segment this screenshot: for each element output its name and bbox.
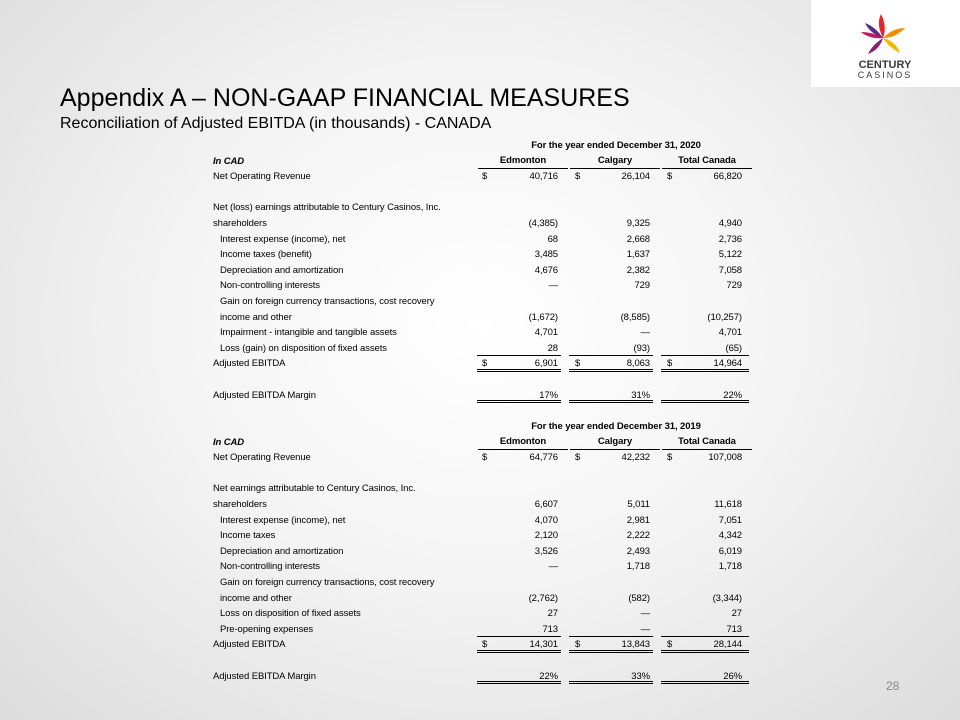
cell-value: 64,776 [529,452,558,464]
cell-value: 713 [542,623,558,635]
column-header: Calgary [570,435,660,450]
column-header: Edmonton [478,435,568,450]
cell-value: 1,637 [626,249,650,261]
table-row [210,622,752,638]
table-row [210,637,752,653]
currency-symbol: $ [482,171,488,183]
reconciliation-table-2020 [210,138,752,403]
cell-value: (3,344) [712,592,742,604]
table-row [210,559,752,575]
table-row [210,466,752,482]
cell-value: 1,718 [626,561,650,573]
cell-value: 26% [723,670,742,682]
century-casinos-logo [811,0,960,87]
cell-value: 3,485 [534,249,558,261]
cell-value: 4,701 [534,327,558,339]
logo-text-casinos: CASINOS [857,70,913,80]
currency-symbol: $ [482,358,488,370]
cell-value: 4,676 [534,264,558,276]
cell-value: 14,301 [529,639,558,651]
column-header: Total Canada [662,435,752,450]
cell-value: 2,222 [626,530,650,542]
margin-double-rule [477,681,561,684]
margin-double-rule [661,400,749,403]
column-header: Total Canada [662,154,752,169]
reconciliation-table-2019 [210,419,752,684]
table-row [210,294,752,310]
period-header: For the year ended December 31, 2020 [531,140,701,151]
row-label: Non-controlling interests [220,561,320,573]
currency-symbol: $ [667,452,673,464]
cell-value: 2,382 [626,264,650,276]
page-subtitle: Reconciliation of Adjusted EBITDA (in thousands) - CANADA [60,115,492,132]
table-row [210,169,752,185]
cell-value: 8,063 [626,358,650,370]
row-label: shareholders [213,217,267,229]
column-header-row [210,435,752,451]
margin-double-rule [569,681,653,684]
table-row [210,341,752,357]
cell-value: 5,122 [718,249,742,261]
currency-symbol: $ [482,452,488,464]
margin-double-rule [661,681,749,684]
unit-label: In CAD [213,436,245,448]
row-label: income and other [220,592,292,604]
cell-value: 40,716 [529,171,558,183]
cell-value: (2,762) [528,592,558,604]
table-row [210,356,752,372]
row-label: Income taxes [220,530,276,542]
cell-value: 9,325 [626,217,650,229]
row-label: Adjusted EBITDA Margin [213,389,316,401]
cell-value: 14,964 [713,358,742,370]
row-label: Interest expense (income), net [220,233,346,245]
cell-value: 4,070 [534,514,558,526]
row-label: Depreciation and amortization [220,264,344,276]
cell-value: 4,701 [718,327,742,339]
cell-value: 2,120 [534,530,558,542]
row-label: Impairment - intangible and tangible assets [220,327,397,339]
table-row [210,450,752,466]
currency-symbol: $ [482,639,488,651]
cell-value: 17% [539,389,558,401]
row-label: Net Operating Revenue [213,171,311,183]
column-header-row [210,154,752,170]
table-row [210,325,752,341]
period-header: For the year ended December 31, 2019 [531,421,701,432]
margin-double-rule [569,400,653,403]
table-row [210,216,752,232]
cell-value: 4,342 [718,530,742,542]
cell-value: 729 [726,280,742,292]
cell-value: (4,385) [528,217,558,229]
table-row [210,372,752,388]
row-label: Depreciation and amortization [220,545,344,557]
row-label: Gain on foreign currency transactions, cost recovery [220,295,435,307]
table-row [210,544,752,560]
table-row [210,481,752,497]
cell-value: 7,058 [718,264,742,276]
column-header: Calgary [570,154,660,169]
row-label: Net (loss) earnings attributable to Century Casinos, Inc. [213,202,441,214]
table-row [210,591,752,607]
row-label: Adjusted EBITDA [213,358,286,370]
page-number: 28 [886,679,900,693]
margin-double-rule [477,400,561,403]
cell-value: — [640,623,650,635]
row-label: Pre-opening expenses [220,623,314,635]
table-row [210,528,752,544]
cell-value: 11,618 [714,498,742,510]
cell-value: 28,144 [713,639,742,651]
cell-value: 4,940 [718,217,742,229]
cell-value: 22% [723,389,742,401]
cell-value: 27 [547,608,558,620]
cell-value: (93) [633,342,650,354]
cell-value: 2,736 [718,233,742,245]
cell-value: (10,257) [707,311,742,323]
cell-value: 33% [631,670,650,682]
row-label: income and other [220,311,292,323]
cell-value: 2,668 [626,233,650,245]
cell-value: 31% [631,389,650,401]
table-row [210,278,752,294]
currency-symbol: $ [575,452,581,464]
cell-value: 28 [547,342,558,354]
row-label: Gain on foreign currency transactions, cost recovery [220,576,435,588]
cell-value: (1,672) [528,311,558,323]
table-row [210,575,752,591]
cell-value: 3,526 [534,545,558,557]
table-row [210,263,752,279]
cell-value: 5,011 [627,498,650,510]
row-label: Income taxes (benefit) [220,249,312,261]
logo-text-century: CENTURY [858,59,912,71]
currency-symbol: $ [575,639,581,651]
currency-symbol: $ [667,639,673,651]
cell-value: 13,843 [621,639,650,651]
cell-value: — [548,280,558,292]
row-label: Non-controlling interests [220,280,320,292]
cell-value: 729 [634,280,650,292]
cell-value: 42,232 [621,452,650,464]
cell-value: 107,008 [708,452,742,464]
cell-value: 22% [539,670,558,682]
currency-symbol: $ [667,171,673,183]
cell-value: (65) [725,342,742,354]
row-label: Net Operating Revenue [213,452,311,464]
cell-value: 6,901 [534,358,558,370]
table-row [210,513,752,529]
cell-value: 2,981 [626,514,650,526]
cell-value: (582) [628,592,650,604]
row-label: shareholders [213,498,267,510]
page-title: Appendix A – NON-GAAP FINANCIAL MEASURES [60,84,630,112]
row-label: Loss on disposition of fixed assets [220,608,361,620]
table-row [210,497,752,513]
cell-value: 6,607 [534,498,558,510]
cell-value: — [640,608,650,620]
column-header: Edmonton [478,154,568,169]
cell-value: 7,051 [718,514,742,526]
table-row [210,247,752,263]
currency-symbol: $ [667,358,673,370]
cell-value: 1,718 [718,561,742,573]
currency-symbol: $ [575,171,581,183]
cell-value: (8,585) [620,311,650,323]
cell-value: 26,104 [621,171,650,183]
unit-label: In CAD [213,155,245,167]
cell-value: 27 [731,608,742,620]
cell-value: — [640,327,650,339]
table-row [210,310,752,326]
cell-value: 6,019 [718,545,742,557]
table-row [210,388,752,404]
table-row [210,232,752,248]
cell-value: 66,820 [713,171,742,183]
table-row [210,185,752,201]
currency-symbol: $ [575,358,581,370]
cell-value: 2,493 [626,545,650,557]
cell-value: — [548,561,558,573]
row-label: Adjusted EBITDA [213,639,286,651]
cell-value: 713 [726,623,742,635]
row-label: Interest expense (income), net [220,514,346,526]
row-label: Net earnings attributable to Century Casinos, Inc. [213,483,416,495]
table-row [210,200,752,216]
cell-value: 68 [547,233,558,245]
table-row [210,653,752,669]
table-row [210,606,752,622]
row-label: Adjusted EBITDA Margin [213,670,316,682]
row-label: Loss (gain) on disposition of fixed assets [220,342,387,354]
table-row [210,669,752,685]
logo-pinwheel-icon [811,0,960,87]
